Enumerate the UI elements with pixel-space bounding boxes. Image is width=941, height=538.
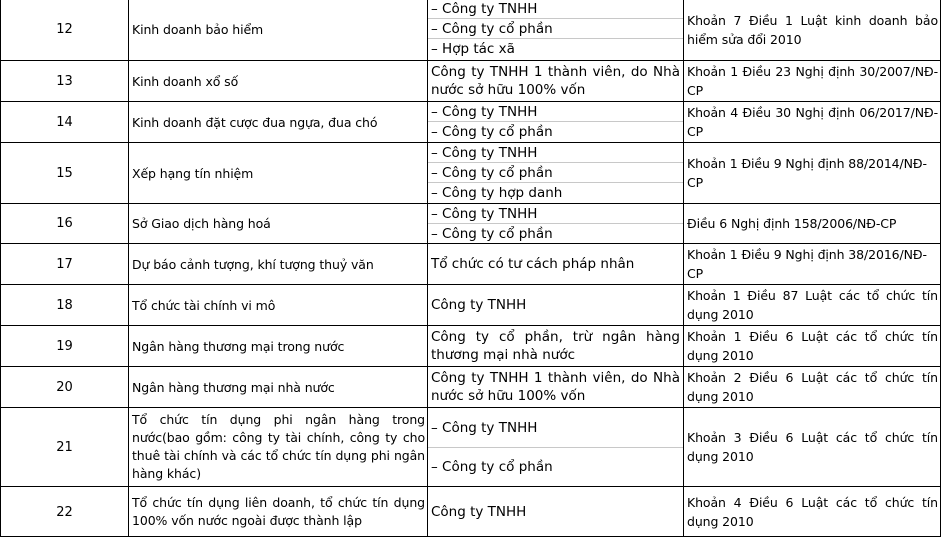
legal-basis[interactable] — [683, 408, 941, 486]
table-row — [0, 366, 941, 407]
business-line[interactable]: Sở Giao dịch hàng hoá — [128, 204, 427, 243]
enterprise-types[interactable] — [427, 0, 683, 60]
table-row — [0, 142, 941, 203]
table-row — [0, 203, 941, 243]
enterprise-types[interactable] — [427, 102, 683, 142]
table-row — [0, 325, 941, 366]
type-text: Công ty TNHH 1 thành viên, do Nhà nước sở hữu 100% vốn — [431, 64, 680, 98]
table-bottom-border — [0, 536, 941, 537]
legal-basis[interactable] — [683, 367, 941, 407]
type-item: – Công ty TNHH — [428, 408, 683, 448]
type-item: – Công ty TNHH — [428, 102, 683, 122]
row-number[interactable]: 22 — [0, 487, 128, 537]
enterprise-types[interactable] — [427, 285, 683, 325]
legal-basis-text: Khoản 1 Điều 6 Luật các tổ chức tín dụng 2010 — [687, 329, 938, 363]
enterprise-types[interactable] — [427, 326, 683, 366]
business-line[interactable]: Ngân hàng thương mại nhà nước — [128, 367, 427, 407]
type-item: – Công ty hợp danh — [431, 185, 563, 201]
business-line[interactable] — [128, 487, 427, 537]
row-number[interactable]: 13 — [0, 61, 128, 101]
row-number[interactable]: 16 — [0, 204, 128, 243]
row-number[interactable]: 17 — [0, 244, 128, 284]
business-line[interactable]: Ngân hàng thương mại trong nước — [128, 326, 427, 366]
enterprise-types[interactable] — [427, 143, 683, 203]
enterprise-types[interactable] — [427, 367, 683, 407]
type-item: – Công ty TNHH — [428, 0, 683, 19]
type-item: – Công ty cổ phần — [431, 459, 553, 475]
type-item: – Công ty TNHH — [428, 143, 683, 163]
business-line[interactable]: Xếp hạng tín nhiệm — [128, 143, 427, 203]
business-line[interactable]: Kinh doanh đặt cược đua ngựa, đua chó — [128, 102, 427, 142]
legal-basis-text: Khoản 1 Điều 9 Nghị định 38/2016/NĐ-CP — [687, 247, 927, 281]
legal-basis[interactable] — [683, 244, 941, 284]
legal-basis[interactable] — [683, 487, 941, 537]
legal-basis-text: Khoản 7 Điều 1 Luật kinh doanh bảo hiểm sửa đổi 2010 — [687, 12, 938, 47]
type-item: – Công ty cổ phần — [431, 124, 553, 140]
enterprise-types[interactable] — [427, 204, 683, 243]
legal-basis-text: Điều 6 Nghị định 158/2006/NĐ-CP — [687, 216, 897, 231]
type-item: – Hợp tác xã — [431, 41, 515, 57]
type-item: – Công ty cổ phần — [428, 19, 683, 39]
legal-basis[interactable] — [683, 285, 941, 325]
row-number[interactable]: 19 — [0, 326, 128, 366]
row-number[interactable]: 20 — [0, 367, 128, 407]
legal-basis-text: Khoản 4 Điều 30 Nghị định 06/2017/NĐ-CP — [687, 105, 938, 139]
type-text: Công ty TNHH — [431, 297, 527, 313]
row-number[interactable]: 18 — [0, 285, 128, 325]
legal-basis[interactable] — [683, 0, 941, 60]
table-row — [0, 101, 941, 142]
type-item: – Công ty cổ phần — [428, 163, 683, 183]
row-number[interactable]: 12 — [0, 0, 128, 60]
legal-basis-text: Khoản 2 Điều 6 Luật các tổ chức tín dụng 2010 — [687, 370, 938, 404]
table-row — [0, 60, 941, 101]
business-line-text: Tổ chức tín dụng phi ngân hàng trong nước(bao gồm: công ty tài chính, công ty cho thuê tài chính và các tổ chức tín dụng phi ngân hàng khác) — [132, 412, 425, 481]
business-line[interactable]: Kinh doanh xổ số — [128, 61, 427, 101]
legal-basis-text: Khoản 4 Điều 6 Luật các tổ chức tín dụng 2010 — [687, 495, 938, 529]
business-line[interactable] — [128, 408, 427, 486]
type-text: Công ty TNHH 1 thành viên, do Nhà nước sở hữu 100% vốn — [431, 370, 680, 404]
legal-basis[interactable] — [683, 102, 941, 142]
enterprise-types[interactable] — [427, 244, 683, 284]
type-item: – Công ty cổ phần — [431, 225, 553, 242]
type-text: Công ty cổ phần, trừ ngân hàng thương mại nhà nước — [431, 329, 680, 363]
table-row — [0, 486, 941, 537]
table-row — [0, 0, 941, 60]
legal-basis-text: Khoản 1 Điều 87 Luật các tổ chức tín dụng 2010 — [687, 288, 938, 322]
enterprise-types[interactable] — [427, 408, 683, 486]
legal-basis-text: Khoản 1 Điều 9 Nghị định 88/2014/NĐ-CP — [687, 156, 927, 190]
type-item: – Công ty TNHH — [428, 204, 683, 224]
enterprise-types[interactable] — [427, 61, 683, 101]
row-number[interactable]: 21 — [0, 408, 128, 486]
table-row — [0, 243, 941, 284]
business-line[interactable]: Tổ chức tài chính vi mô — [128, 285, 427, 325]
row-number[interactable]: 14 — [0, 102, 128, 142]
business-line-text: Tổ chức tín dụng liên doanh, tổ chức tín dụng 100% vốn nước ngoài được thành lập — [132, 495, 425, 528]
enterprise-types[interactable] — [427, 487, 683, 537]
type-text: Công ty TNHH — [431, 504, 527, 520]
row-number[interactable]: 15 — [0, 143, 128, 203]
legal-basis[interactable] — [683, 204, 941, 243]
legal-basis[interactable] — [683, 326, 941, 366]
business-line[interactable]: Dự báo cảnh tượng, khí tượng thuỷ văn — [128, 244, 427, 284]
legal-basis-text: Khoản 1 Điều 23 Nghị định 30/2007/NĐ-CP — [687, 64, 938, 98]
type-text: Tổ chức có tư cách pháp nhân — [431, 256, 635, 272]
table-row — [0, 284, 941, 325]
legal-basis[interactable] — [683, 61, 941, 101]
legal-basis-text: Khoản 3 Điều 6 Luật các tổ chức tín dụng 2010 — [687, 430, 938, 464]
legal-basis[interactable] — [683, 143, 941, 203]
business-line[interactable]: Kinh doanh bảo hiểm — [128, 0, 427, 60]
table-row — [0, 407, 941, 486]
